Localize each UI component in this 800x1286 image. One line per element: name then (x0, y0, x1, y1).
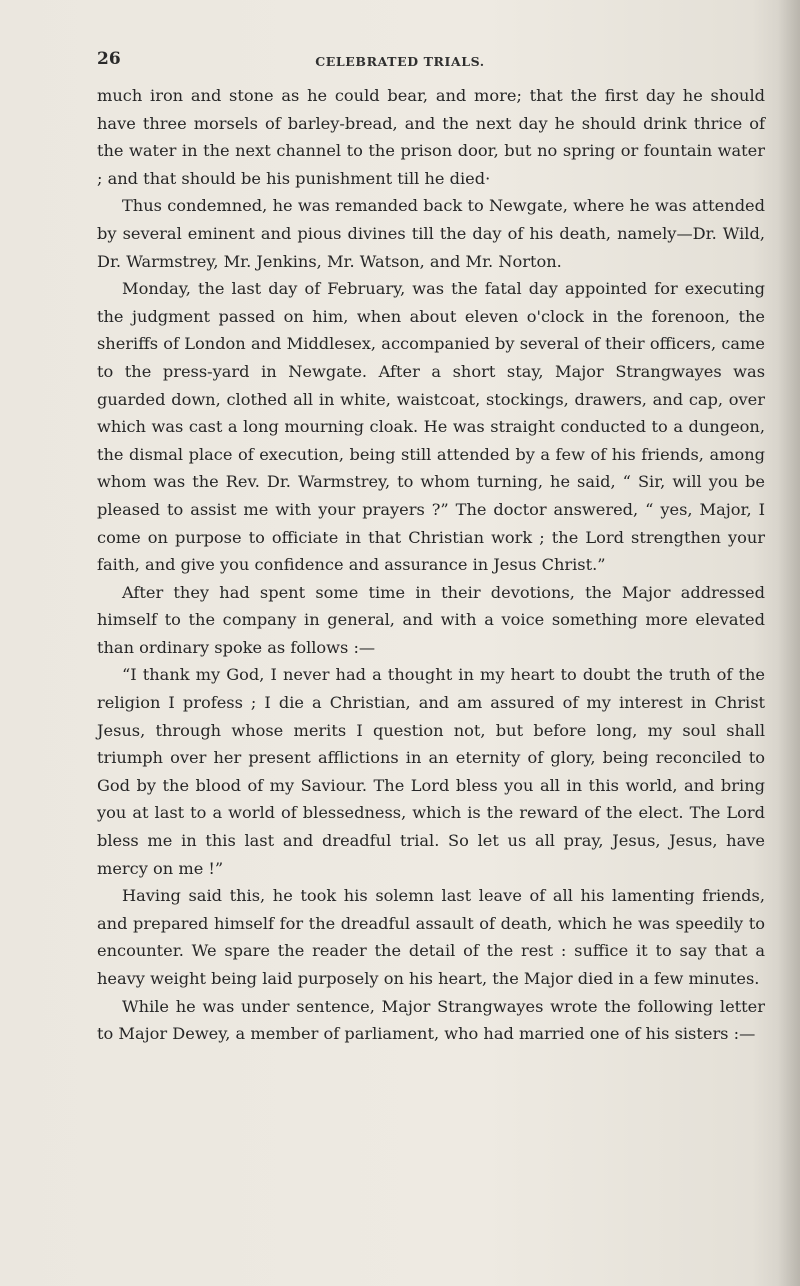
paragraph: “I thank my God, I never had a thought in my heart to doubt the truth of the religion I profess ; I die a Christian, and am assured of my interest in Christ Jesus, through whose merits I question not, but before long, my soul shall triumph over her present afflictions in an eternity of glory, being reconciled to God by the blood of my Saviour. The Lord bless you all in this world, and bring you at last to a world of blessedness, which is the reward of the elect. The Lord bless me in this last and dreadful trial. So let us all pray, Jesus, Jesus, have mercy on me !” (97, 665, 765, 878)
paragraph: much iron and stone as he could bear, and more; that the first day he should have three morsels of barley-bread, and the next day he should drink thrice of the water in the next channel to the prison door, but no spring or fountain water ; and that should be his punishment till he died· (97, 86, 765, 188)
paragraph: Thus condemned, he was remanded back to Newgate, where he was attended by several eminent and pious divines till the day of his death, namely—Dr. Wild, Dr. Warmstrey, Mr. Jenkins, Mr. Watson, and Mr. Norton. (97, 196, 765, 271)
body-text (97, 82, 765, 1048)
paragraph: After they had spent some time in their devotions, the Major addressed himself to the company in general, and with a voice something more elevated than ordinary spoke as follows :— (97, 582, 765, 657)
paragraph: Having said this, he took his solemn last leave of all his lamenting friends, and prepared himself for the dreadful assault of death, which he was speedily to encounter. We spare the reader the detail of the rest : suffice it to say that a heavy weight being laid purposely on his heart, the Major died in a few minutes. (97, 886, 765, 988)
paragraph: While he was under sentence, Major Strangwayes wrote the following letter to Major Dewey, a member of parliament, who had married one of his sisters :— (97, 996, 765, 1044)
paragraph: Monday, the last day of February, was the fatal day appointed for executing the judgment passed on him, when about eleven o'clock in the forenoon, the sheriffs of London and Middlesex, accompanied by several of their officers, came to the press-yard in Newgate. After a short stay, Major Strangwayes was guarded down, clothed all in white, waistcoat, stockings, drawers, and cap, over which was cast a long mourning cloak. He was straight conducted to a dungeon, the dismal place of execution, being still attended by a few of his friends, among whom was the Rev. Dr. Warmstrey, to whom turning, he said, “ Sir, will you be pleased to assist me with your prayers ?” The doctor answered, “ yes, Major, I come on purpose to officiate in that Christian work ; the Lord strengthen your faith, and give you confidence and assurance in Jesus Christ.” (97, 279, 765, 575)
page-number: 26 (97, 49, 121, 69)
running-head: CELEBRATED TRIALS. (315, 54, 485, 69)
page-edge-shadow (778, 0, 800, 1286)
